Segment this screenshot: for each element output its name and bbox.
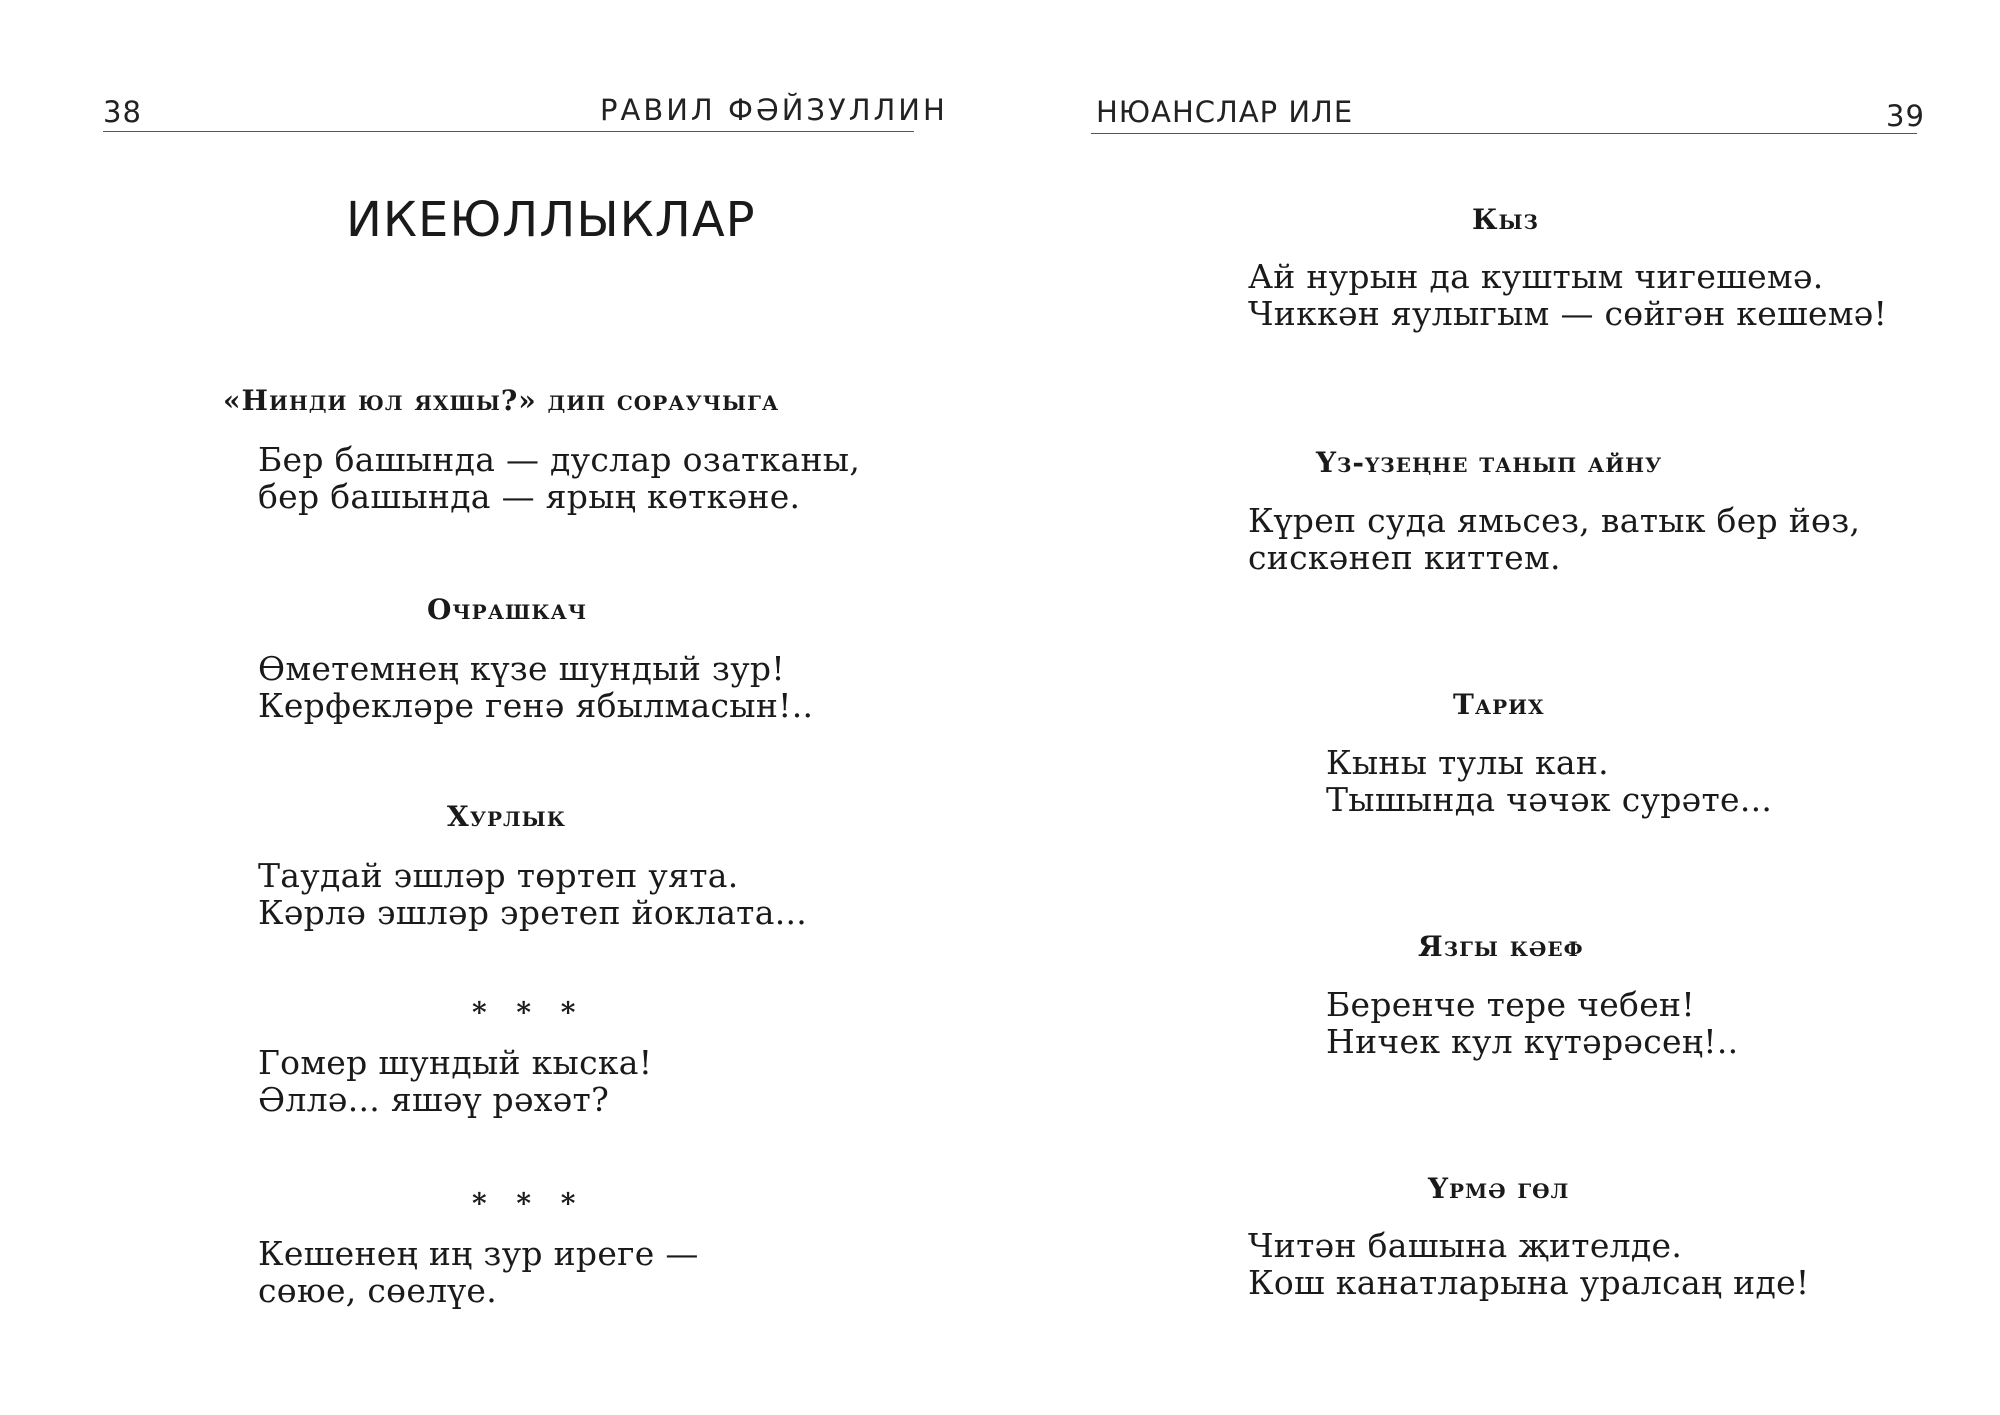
poem-title: Очрашкач — [427, 593, 588, 626]
poem-title: Кыз — [1472, 203, 1539, 236]
poem-verse — [258, 857, 807, 931]
poem-verse — [258, 1044, 652, 1118]
poem-title: Хурлык — [447, 800, 566, 833]
poem-verse — [1248, 1227, 1809, 1301]
verse-line: Бер башында — дуслар озатканы, — [258, 440, 861, 479]
section-title: ИКЕЮЛЛЫКЛАР — [346, 192, 756, 248]
verse-line: Кешенең иң зур иреге — — [258, 1234, 699, 1273]
verse-line: Чиккән яулыгым — сөйгән кешемә! — [1248, 294, 1888, 333]
header-rule-left — [103, 131, 914, 132]
verse-line: Керфекләре генә ябылмасын!.. — [258, 686, 814, 725]
verse-line: Кәрлә эшләр эретеп йоклата... — [258, 893, 808, 932]
asterism-separator: * * * — [472, 1187, 586, 1220]
right-page — [1000, 0, 2000, 1415]
poem-verse — [258, 441, 860, 515]
header-rule-right — [1091, 133, 1917, 134]
verse-line: Читән башына җителде. — [1248, 1226, 1683, 1265]
poem-title: Үз-үзеңне танып айну — [1316, 446, 1663, 479]
poem-title: Язгы кәеф — [1418, 930, 1584, 963]
asterism-separator: * * * — [472, 996, 586, 1029]
verse-line: Тышында чәчәк сурәте... — [1326, 780, 1773, 819]
verse-line: Өметемнең күзе шундый зур! — [258, 649, 785, 688]
poem-verse — [1326, 986, 1738, 1060]
running-head-author: РАВИЛ ФӘЙЗУЛЛИН — [600, 93, 948, 127]
verse-line: сискәнеп киттем. — [1248, 538, 1561, 577]
poem-verse — [1248, 502, 1860, 576]
verse-line: Әллә... яшәү рәхәт? — [258, 1080, 610, 1119]
verse-line: Күреп суда ямьсез, ватык бер йөз, — [1248, 501, 1861, 540]
verse-line: Беренче тере чебен! — [1326, 985, 1695, 1024]
verse-line: Кош канатларына уралсаң иде! — [1248, 1263, 1810, 1302]
poem-verse — [1248, 258, 1887, 332]
poem-verse — [1326, 744, 1772, 818]
page-number-left: 38 — [103, 95, 142, 129]
verse-line: бер башында — ярың көткәне. — [258, 477, 801, 516]
running-head-title: НЮАНСЛАР ИЛЕ — [1096, 95, 1354, 129]
poem-title: Үрмә гөл — [1428, 1172, 1570, 1205]
verse-line: Таудай эшләр төртеп уята. — [258, 856, 739, 895]
verse-line: Кыны тулы кан. — [1326, 743, 1609, 782]
poem-verse — [258, 650, 813, 724]
poem-title: Тарих — [1453, 688, 1545, 721]
verse-line: Гомер шундый кыска! — [258, 1043, 653, 1082]
verse-line: Ничек кул күтәрәсең!.. — [1326, 1022, 1739, 1061]
verse-line: Ай нурын да куштым чигешемә. — [1248, 257, 1824, 296]
poem-title: «Нинди юл яхшы?» дип сораучыга — [223, 384, 780, 417]
page-number-right: 39 — [1886, 99, 1925, 133]
verse-line: сөюе, сөелүе. — [258, 1271, 497, 1310]
poem-verse — [258, 1235, 699, 1309]
